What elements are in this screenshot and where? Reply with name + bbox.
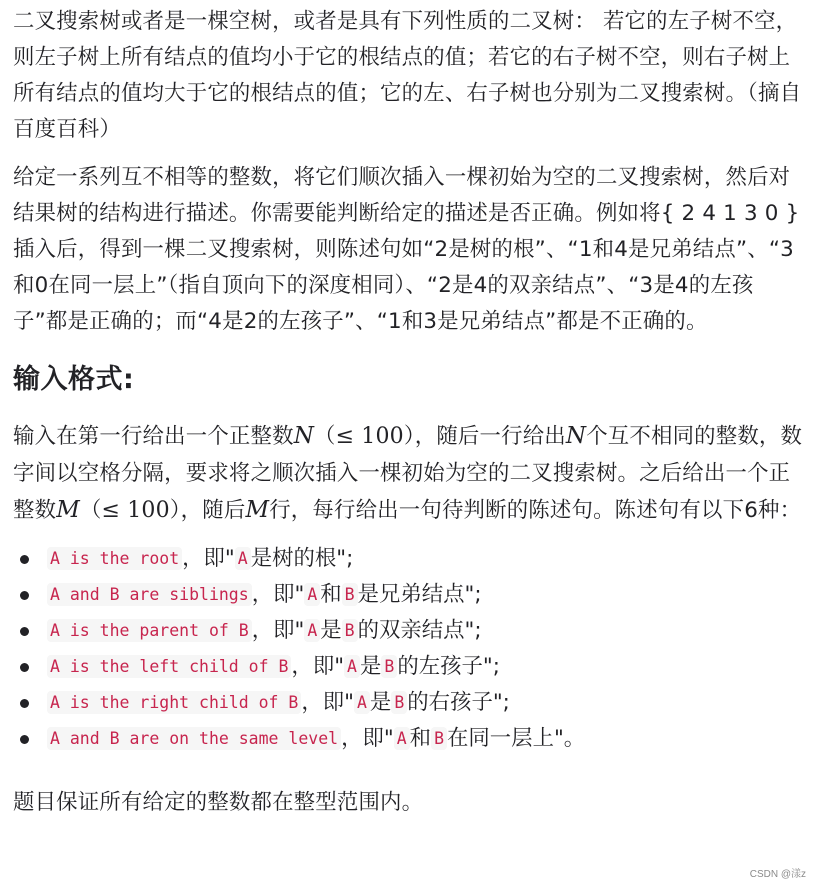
list-item: A is the parent of B ，即" A 是 B 的双亲结点"; <box>47 613 803 649</box>
list-item: A and B are siblings ，即" A 和 B 是兄弟结点"; <box>47 577 803 613</box>
var-a: A <box>304 583 320 606</box>
list-item: A is the right child of B ，即" A 是 B 的右孩子"; <box>47 685 803 721</box>
var-b: B <box>381 655 397 678</box>
math-100: 100 <box>361 424 404 449</box>
bullet-icon <box>20 735 29 744</box>
statement-code: A is the parent of B <box>47 619 252 642</box>
input-format-heading: 输入格式: <box>13 364 135 395</box>
math-n: N <box>565 423 587 449</box>
statement-list <box>13 541 803 757</box>
watermark: CSDN @漾z <box>749 869 806 880</box>
var-b: B <box>431 727 447 750</box>
problem-statement <box>13 0 803 821</box>
var-a: A <box>354 691 370 714</box>
var-a: A <box>344 655 360 678</box>
var-b: B <box>342 619 358 642</box>
list-item: A and B are on the same level ，即" A 和 B 在同一层上"。 <box>47 721 803 757</box>
statement-code: A is the left child of B <box>47 655 291 678</box>
var-b: B <box>342 583 358 606</box>
math-n: N <box>293 423 315 449</box>
math-m: M <box>245 497 270 523</box>
math-le: ≤ <box>335 424 355 449</box>
statement-code: A is the right child of B <box>47 691 301 714</box>
var-a: A <box>304 619 320 642</box>
bst-definition: 二叉搜索树或者是一棵空树，或者是具有下列性质的二叉树： 若它的左子树不空，则左子树上所有结点的值均小于它的根结点的值；若它的右子树不空，则右子树上所有结点的值均大于它的根结点的值；它的左、右子树也分别为二叉搜索树。（摘自百度百科） <box>13 9 802 142</box>
statement-code: A and B are siblings <box>47 583 252 606</box>
range-guarantee: 题目保证所有给定的整数都在整型范围内。 <box>13 790 424 815</box>
list-item: A is the root ，即" A 是树的根"; <box>47 541 803 577</box>
bullet-icon <box>20 627 29 636</box>
var-a: A <box>394 727 410 750</box>
statement-code: A is the root <box>47 547 182 570</box>
math-m: M <box>56 497 80 523</box>
math-100: 100 <box>127 498 170 523</box>
task-description: 给定一系列互不相等的整数，将它们顺次插入一棵初始为空的二叉搜索树，然后对结果树的结构进行描述。你需要能判断给定的描述是否正确。例如将{ 2 4 1 3 0 }插入后，得到一棵二叉搜索树，则陈述句如“2是树的根”、“1和4是兄弟结点”、“3和0在同一层上”（指自顶向下的深度相同）、“2是4的双亲结点”、“3是4的左孩子”都是正确的；而“4是2的左孩子”、“1和3是兄弟结点”都是不正确的。 <box>13 165 800 334</box>
bullet-icon <box>20 699 29 708</box>
math-le: ≤ <box>101 498 121 523</box>
var-a: A <box>235 547 251 570</box>
statement-code: A and B are on the same level <box>47 727 341 750</box>
bullet-icon <box>20 663 29 672</box>
bullet-icon <box>20 591 29 600</box>
list-item: A is the left child of B ，即" A 是 B 的左孩子"; <box>47 649 803 685</box>
bullet-icon <box>20 555 29 564</box>
var-b: B <box>391 691 407 714</box>
input-format-text: 输入在第一行给出一个正整数N（≤ 100），随后一行给出N个互不相同的整数，数字间以空格分隔，要求将之顺次插入一棵初始为空的二叉搜索树。之后给出一个正整数M（≤ 100），随后M行，每行给出一句待判断的陈述句。陈述句有以下6种： <box>13 423 803 523</box>
